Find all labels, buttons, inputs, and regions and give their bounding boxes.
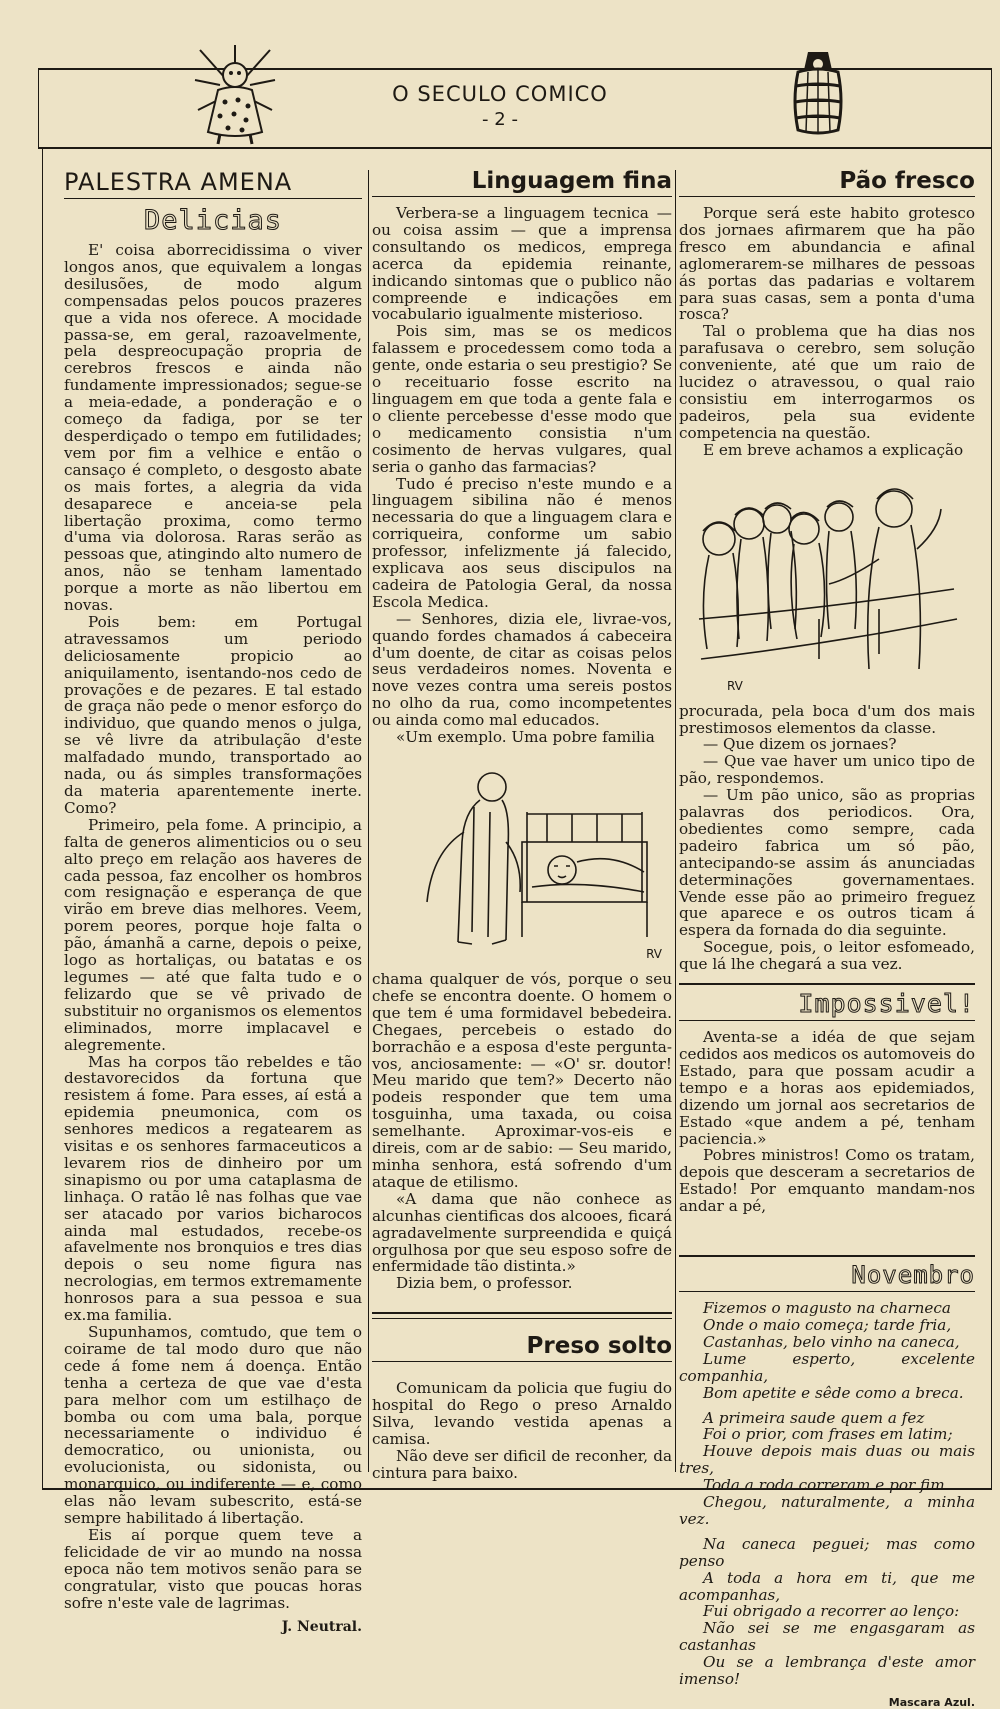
- poem-line: Toda a roda correram e por fim: [703, 1476, 945, 1495]
- section-separator: [679, 983, 975, 985]
- article-paragraph: Pobres ministros! Como os tratam, depois que desceram a secretarios de Estado! Por emquanto mandam-nos andar a pé,: [679, 1146, 975, 1216]
- section-separator: [372, 1312, 672, 1314]
- poem-line: Castanhas, belo vinho na caneca,: [703, 1332, 960, 1351]
- article-paragraph: Pois sim, mas se os medicos falassem e procedessem como toda a gente, onde estaria o seu prestigio? Se o receituario fosse escrito na linguagem em que toda a gente fala e o cliente percebesse d'esse modo que o medicamento consistia n'um cosimento de hervas vulgares, qual seria o ganho das farmacias?: [372, 322, 672, 476]
- article-paragraph: «Um exemplo. Uma pobre familia: [396, 728, 655, 747]
- poem-line: Fui obrigado a recorrer ao lenço:: [703, 1602, 960, 1621]
- poem-line: Chegou, naturalmente, a minha vez.: [679, 1493, 975, 1528]
- article-signature: J. Neutral.: [281, 1619, 362, 1636]
- article-paragraph: Socegue, pois, o leitor esfomeado, que lá lhe chegará a sua vez.: [679, 938, 975, 974]
- page-number: - 2 -: [482, 109, 518, 130]
- article-paragraph: chama qualquer de vós, porque o seu chefe se encontra doente. O homem o que tem é uma formidavel bebedeira. Chegaes, percebeis o estado do borrachão e a esposa d'este pergunta-vos, anciosamente: — «O' sr. doutor! Meu marido que tem?» Decerto não podeis responder que tem uma tosguinha, uma taxada, ou coisa semelhante. Aproximar-vos-eis e direis, com ar de sabio: — Seu marido, minha senhora, está sofrendo d'um ataque de etilismo.: [372, 970, 672, 1191]
- article-paragraph: E' coisa aborrecidissima o viver longos anos, que equivalem a longas desilusões, de modo algum compensadas pelos poucos prazeres que a vida nos oferece. A mocidade passa-se, em geral, razoavelmente, pela despreocupação propria de cerebros frescos e ainda não fundamente impressionados; segue-se a meia-edade, a ponderação e o começo da fadiga, por se ter desperdiçado o tempo em futilidades; vem por fim a velhice e então o cansaço é completo, o desgosto abate os mais fortes, a alegria da vida desaparece e anceia-se pela libertação proxima, como termo d'uma via dolorosa. Raras serão as pessoas que, atingindo alto numero de anos, não se tenham lamentado porque a morte as não libertou em novas.: [64, 241, 362, 615]
- section-separator-thin: [679, 1291, 975, 1292]
- article-paragraph: Não deve ser dificil de reconher, da cintura para baixo.: [372, 1446, 672, 1482]
- article-paragraph: — Um pão unico, são as proprias palavras dos periodicos. Ora, obedientes como sempre, cada padeiro fabrica um só pão, antecipando-se assim ás anunciadas determinações governamentaes. Vende esse pão ao primeiro freguez que aparece e os outros ticam á espera da fornada do dia seguinte.: [679, 786, 975, 940]
- article-paragraph: Dizia bem, o professor.: [396, 1274, 573, 1293]
- newspaper-title: O SECULO COMICO: [392, 82, 608, 106]
- section-separator-thin: [372, 1318, 672, 1319]
- poem-line: Onde o maio começa; tarde fria,: [703, 1315, 952, 1334]
- page-left-rule: [42, 149, 43, 1489]
- poem-stanza: [679, 1300, 975, 1401]
- article-paragraph: «A dama que não conhece as alcunhas cientificas dos alcooes, ficará agradavelmente surpreendida e quiçá orgulhosa por que seu esposo sofre de enfermidade tão distinta.»: [372, 1189, 672, 1276]
- poem-signature: Mascara Azul.: [888, 1696, 975, 1709]
- section-heading-palestra-amena: PALESTRA AMENA: [64, 168, 362, 199]
- page-right-rule: [991, 149, 992, 1489]
- poem-line: Fizemos o magusto na charneca: [703, 1299, 951, 1318]
- article-title-delicias: Delicias: [143, 205, 283, 236]
- article-paragraph: Eis aí porque quem teve a felicidade de vir ao mundo na nossa epoca não tem motivos senão para se congratular, visto que poucas horas sofre n'este vale de lagrimas.: [64, 1525, 362, 1612]
- article-title-linguagem-fina: Linguagem fina: [372, 168, 672, 197]
- poem-line: Foi o prior, com frases em latim;: [703, 1425, 953, 1444]
- article-paragraph: — Que vae haver um unico tipo de pão, respondemos.: [679, 752, 975, 788]
- article-paragraph: procurada, pela boca d'um dos mais prestimosos elementos da classe.: [679, 701, 975, 737]
- bakers-crowd-illustration: [679, 469, 975, 697]
- masthead-top-rule: [38, 68, 992, 70]
- poem-stanza: [679, 1536, 975, 1688]
- article-paragraph: Primeiro, pela fome. A principio, a falta de generos alimenticios ou o seu alto preço em relação aos haveres de cada pessoa, faz encolher os hombros com resignação e esperança de que virão em breve dias melhores. Veem, porem peores, porque hoje falta o pão, ámanhã a carne, depois o peixe, logo as hortaliças, ou batatas e os legumes — até que falta tudo e o felizardo que se vê privado de substituir no organismos os elementos eliminados, morre implacavel e alegremente.: [64, 815, 362, 1054]
- article-paragraph: — Que dizem os jornaes?: [703, 735, 897, 754]
- poem-line: A toda a hora em ti, que me acompanhas,: [679, 1568, 975, 1604]
- poem-line: Ou se a lembrança d'este amor imenso!: [679, 1653, 975, 1689]
- poem-line: Lume esperto, excelente companhia,: [679, 1349, 975, 1385]
- poem-line: Na caneca peguei; mas como penso: [679, 1534, 975, 1570]
- poem-line: Houve depois mais duas ou mais tres,: [679, 1442, 975, 1478]
- column-rule-1: [368, 170, 369, 1472]
- column-linguagem-fina: [372, 168, 672, 1482]
- article-paragraph: Aventa-se a idéa de que sejam cedidos aos medicos os automoveis do Estado, para que possam acudir a tempo e a horas aos epidemiados, dizendo um jornal aos secretarios de Estado «que andem a pé, tenham paciencia.»: [679, 1028, 975, 1148]
- column-palestra-amena: [64, 168, 362, 1636]
- poem-line: Bom apetite e sêde como a breca.: [703, 1383, 964, 1402]
- doctor-at-bedside-illustration: [372, 752, 672, 967]
- illustration-signature: RV: [727, 678, 743, 693]
- article-paragraph: Supunhamos, comtudo, que tem o coirame de tal modo duro que não cede á fome nem á doença. Então tenha a certeza de que vae d'esta para melhor com um estilhaço de bomba ou com uma bala, porque necessariamente o individuo é democratico, ou unionista, ou evolucionista, ou sidonista, ou monarquico, ou indiferente — e, como elas não levam subescrito, está-se sempre habilitado á libertação.: [64, 1323, 362, 1527]
- masthead-bottom-rule: [38, 147, 992, 149]
- poem-title-novembro: Novembro: [851, 1261, 975, 1290]
- article-paragraph: Verbera-se a linguagem tecnica — ou coisa assim — que a imprensa consultando os medicos, emprega acerca da epidemia reinante, indicando sintomas que o publico não compreende e indicações em vocabulario igualmente misterioso.: [372, 204, 672, 324]
- article-paragraph: Tal o problema que ha dias nos parafusava o cerebro, sem solução conveniente, até que um raio de lucidez o atravessou, o qual raio consistiu em interrogarmos os padeiros, pela sua evidente competencia na questão.: [679, 322, 975, 442]
- section-separator-thin: [679, 1020, 975, 1021]
- section-separator: [679, 1255, 975, 1257]
- column-pao-fresco: [679, 168, 975, 1709]
- poem-line: A primeira saude quem a fez: [703, 1408, 925, 1427]
- poem-line: Não sei se me engasgaram as castanhas: [679, 1619, 975, 1655]
- article-paragraph: Pois bem: em Portugal atravessamos um periodo deliciosamente propicio ao aniquilamento, isentando-nos cedo de provações e de pezares. E tal estado de graça não pede o menor esforço do individuo, que quando menos o julga, se vê livre da atribulação d'este malfadado mundo, transportado ao nada, ou ás simples transformações da materia aparentemente inerte. Como?: [64, 612, 362, 817]
- poem-stanza: [679, 1410, 975, 1528]
- article-title-pao-fresco: Pão fresco: [679, 168, 975, 197]
- illustration-doctor-patient: [372, 752, 672, 967]
- illustration-bakers: [679, 469, 975, 697]
- article-paragraph: Tudo é preciso n'este mundo e a linguagem sibilina não é menos necessaria do que a linguagem clara e corriqueira, conforme um sabio professor, infelizmente já falecido, explicava aos seus discipulos na cadeira de Patologia Geral, da nossa Escola Medica.: [372, 474, 672, 611]
- article-paragraph: — Senhores, dizia ele, livrae-vos, quando fordes chamados á cabeceira d'um doente, de citar as coisas pelos seus verdadeiros nomes. Noventa e nove vezes contra uma sereis postos no olho da rua, como incompetentes ou ainda como mal educados.: [372, 609, 672, 730]
- article-title-preso-solto: Preso solto: [372, 1333, 672, 1362]
- article-paragraph: Porque será este habito grotesco dos jornaes afirmarem que ha pão fresco em abundancia e afinal aglomerarem-se milhares de pessoas ás portas das padarias e voltarem para suas casas, sem a ponta d'uma rosca?: [679, 204, 975, 324]
- article-title-impossivel: Impossivel!: [798, 989, 975, 1019]
- column-rule-2: [675, 170, 676, 1472]
- article-paragraph: Comunicam da policia que fugiu do hospital do Rego o preso Arnaldo Silva, levando vestida apenas a camisa.: [372, 1379, 672, 1448]
- article-paragraph: Mas ha corpos tão rebeldes e tão destavorecidos da fortuna que resistem á fome. Para esses, aí está a epidemia pneumonica, com os senhores medicos a regatearem as visitas e os senhores farmaceuticos a levarem rios de dinheiro por um sinapismo ou por uma cataplasma de linhaça. O ratão lê nas folhas que vae ser atacado por varios bicharocos ainda mal estudados, recebe-os afavelmente nos bronquios e tres dias depois o seu nome figura nas necrologias, em termos extremamente honrosos para a sua pessoa e sua ex.ma familia.: [64, 1052, 362, 1325]
- illustration-signature: RV: [646, 947, 662, 961]
- article-paragraph: E em breve achamos a explicação: [703, 440, 964, 459]
